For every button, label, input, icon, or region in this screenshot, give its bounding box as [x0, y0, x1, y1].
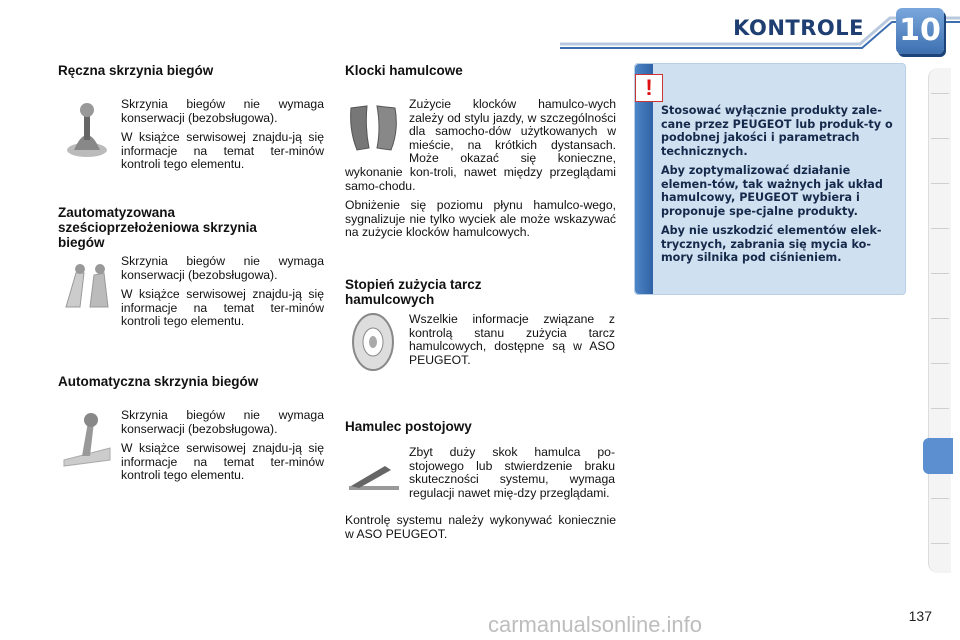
warning-text-part: mycia ko-mory silnika pod ciśnieniem. — [661, 237, 872, 264]
paragraph: Zużycie klocków hamulco-wych zależy od stylu jazdy, w szczególności dla samocho-dów użytkowanych w mieście, na krótkich dystansach. Może okazać się konieczne, wykonanie kon-troli, nawet między przeglądami samo-chodu. — [345, 97, 616, 193]
brake-pads-section — [345, 63, 617, 78]
tab-divider — [931, 228, 949, 229]
paragraph: Skrzynia biegów nie wymaga konserwacji (bezobsługowa). — [121, 97, 324, 125]
paragraph: Skrzynia biegów nie wymaga konserwacji (bezobsługowa). — [121, 254, 324, 282]
icon-wrap-spacer — [345, 98, 409, 160]
manual-gearbox-section — [58, 63, 328, 78]
section-title-line: Stopień zużycia tarcz — [345, 277, 482, 292]
active-chapter-tab[interactable] — [923, 438, 953, 474]
handbrake-lever-icon — [345, 460, 403, 499]
section-title: Automatyczna skrzynia biegów — [58, 374, 259, 389]
tab-divider — [931, 138, 949, 139]
watermark: carmanualsonline.info — [488, 612, 703, 637]
warning-text — [661, 104, 899, 271]
tab-divider — [931, 408, 949, 409]
paragraph: Wszelkie informacje związane z kontrolą stanu zużycia tarcz hamulcowych, dostępne są w ASO PEUGEOT. — [409, 312, 615, 367]
automated-gear-selector-icon — [60, 255, 114, 320]
paragraph: Kontrolę systemu należy wykonywać koniecznie w ASO PEUGEOT. — [345, 513, 616, 541]
paragraph: Obniżenie się poziomu płynu hamulco-wego, sygnalizuje nie tylko wyciek ale może wskazywać na zużycie klocków hamulcowych. — [345, 198, 616, 240]
brake-pads-text — [345, 98, 616, 246]
automatic-gear-selector-icon — [60, 410, 114, 473]
warning-paragraph: Aby zoptymalizować działanie elemen-tów, tak ważnych jak układ hamulcowy, PEUGEOT wybiera i proponuje spe-cjalne produkty. — [661, 164, 883, 218]
tab-divider — [931, 498, 949, 499]
handbrake-text — [409, 446, 615, 506]
chapter-number-badge: 10 — [896, 8, 944, 54]
warning-text-part: Aby nie uszkodzić elementów elek-trycznych, — [661, 224, 882, 251]
chapter-title: KONTROLE — [733, 16, 864, 40]
automated-gearbox-section — [58, 205, 328, 250]
warning-paragraph: Stosować wyłącznie produkty zale-cane przez PEUGEOT lub produk-ty o podobnej jakości i parametrach technicznych. — [661, 104, 893, 158]
brake-discs-text — [409, 313, 615, 373]
automatic-gearbox-text — [121, 409, 324, 489]
section-title-line: hamulcowych — [345, 292, 435, 307]
tab-divider — [931, 318, 949, 319]
section-title-line: Zautomatyzowana — [58, 205, 176, 220]
paragraph: W książce serwisowej znajdu-ją się informacje na temat ter-minów kontroli tego elementu. — [121, 287, 324, 329]
paragraph: W książce serwisowej znajdu-ją się informacje na temat ter-minów kontroli tego elementu. — [121, 130, 324, 172]
warning-box — [634, 63, 906, 295]
tab-divider — [931, 93, 949, 94]
handbrake-section — [345, 419, 617, 434]
brake-discs-section — [345, 277, 617, 307]
paragraph: Skrzynia biegów nie wymaga konserwacji (bezobsługowa). — [121, 408, 324, 436]
warning-emphasis: zabrania się — [730, 237, 807, 251]
automatic-gearbox-section — [58, 374, 328, 389]
manual-gearbox-text — [121, 98, 324, 178]
section-title: Ręczna skrzynia biegów — [58, 63, 214, 78]
tab-divider — [931, 183, 949, 184]
chapter-side-tabs — [928, 68, 951, 573]
automated-gearbox-text — [121, 255, 324, 335]
section-title-line: sześcioprzełożeniowa skrzynia — [58, 220, 257, 235]
page-number: 137 — [908, 608, 932, 624]
tab-divider — [931, 273, 949, 274]
warning-exclamation-icon: ! — [635, 74, 663, 102]
section-title: Klocki hamulcowe — [345, 63, 463, 78]
paragraph: Zbyt duży skok hamulca po-stojowego lub stwierdzenie braku skuteczności systemu, wymaga regulacji nawet mię-dzy przeglądami. — [409, 445, 615, 500]
tab-divider — [931, 543, 949, 544]
tab-divider — [931, 363, 949, 364]
manual-gear-lever-icon — [62, 100, 112, 165]
paragraph: W książce serwisowej znajdu-ją się informacje na temat ter-minów kontroli tego elementu. — [121, 441, 324, 483]
section-title-line: biegów — [58, 235, 105, 250]
warning-paragraph — [661, 224, 899, 265]
section-title: Hamulec postojowy — [345, 419, 472, 434]
handbrake-text-2 — [345, 514, 616, 547]
brake-disc-icon — [348, 312, 398, 377]
